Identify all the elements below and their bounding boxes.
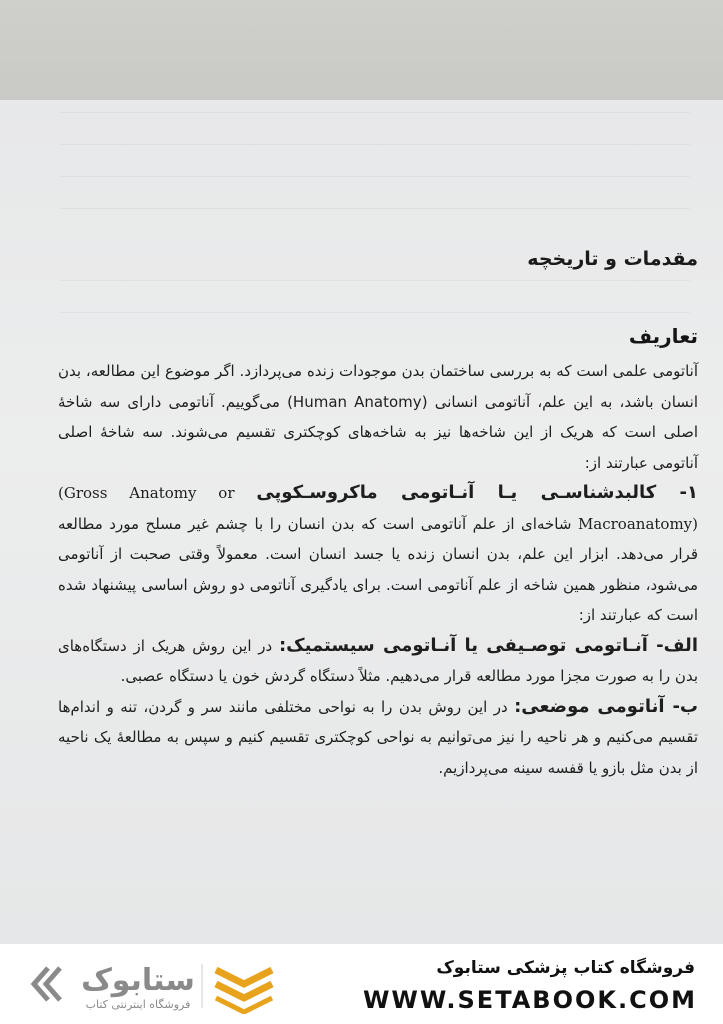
item-1-latin-term: (Gross Anatomy or Macroanatomy) [58,484,698,533]
section-title: مقدمات و تاریخچه [527,248,698,270]
body-text [58,356,698,783]
item-b-heading: ب- آناتومی موضعی: [514,695,698,717]
logo-tagline: فروشگاه اینترنتی کتاب [85,998,191,1011]
logo-wordmark: ستابوک [81,963,195,998]
item-a-paragraph [58,631,698,692]
item-b-paragraph [58,692,698,784]
shop-url[interactable]: WWW.SETABOOK.COM [362,986,697,1014]
setabook-logo [30,956,280,1014]
item-1-heading: ۱- کالبدشناسـی یـا آنـاتومی ماکروسـکوپی [256,482,698,503]
item-a-heading: الف- آنـاتومی توصـیفی یا آنـاتومی سیستمیک: [278,634,698,656]
item-1-paragraph [58,478,698,631]
page-top-margin [0,0,723,100]
item-b-text: در این روش بدن را به نواحی مختلفی مانند سر و گردن، تنه و اندام‌ها تقسیم می‌کنیم و هر ناحیه را نیز می‌توانیم به نواحی کوچکتری تقسیم کنیم و سپس به مطالعهٔ یک ناحیه از بدن مثل بازو یا قفسه سینه می‌پردازیم. [58,697,698,777]
item-1-text: شاخه‌ای از علم آناتومی است که بدن انسان را با چشم غیر مسلح مورد مطالعه قرار می‌دهد. ابزار این علم، بدن انسان زنده یا جسد انسان است. معمولاً وقتی صحبت از آناتومی می‌شود، منظور همین شاخه از علم آناتومی است. برای یادگیری آناتومی دو روش اساسی پیشنهاد شده است که عبارتند از: [58,514,698,624]
logo-chevron-icon [46,968,60,1000]
item-a-text: در این روش هریک از دستگاه‌های بدن را به صورت مجزا مورد مطالعه قرار می‌دهیم. مثلاً دستگاه گردش خون یا دستگاه عصبی. [58,636,698,685]
intro-paragraph: آناتومی علمی است که به بررسی ساختمان بدن موجودات زنده می‌پردازد. اگر موضوع این مطالعه، بدن انسان باشد، به این علم، آناتومی انسانی (Human Anatomy) می‌گوییم. آناتومی دارای سه شاخهٔ اصلی است که هریک از این شاخه‌ها نیز به شاخه‌های کوچکتری تقسیم می‌شوند. سه شاخهٔ اصلی آناتومی عبارتند از: [58,362,698,472]
logo-stack-icon [216,970,272,984]
book-page [0,100,723,944]
watermark-footer [0,944,723,1024]
subsection-title: تعاریف [628,324,698,348]
shop-name: فروشگاه کتاب پزشکی ستابوک [436,958,695,978]
